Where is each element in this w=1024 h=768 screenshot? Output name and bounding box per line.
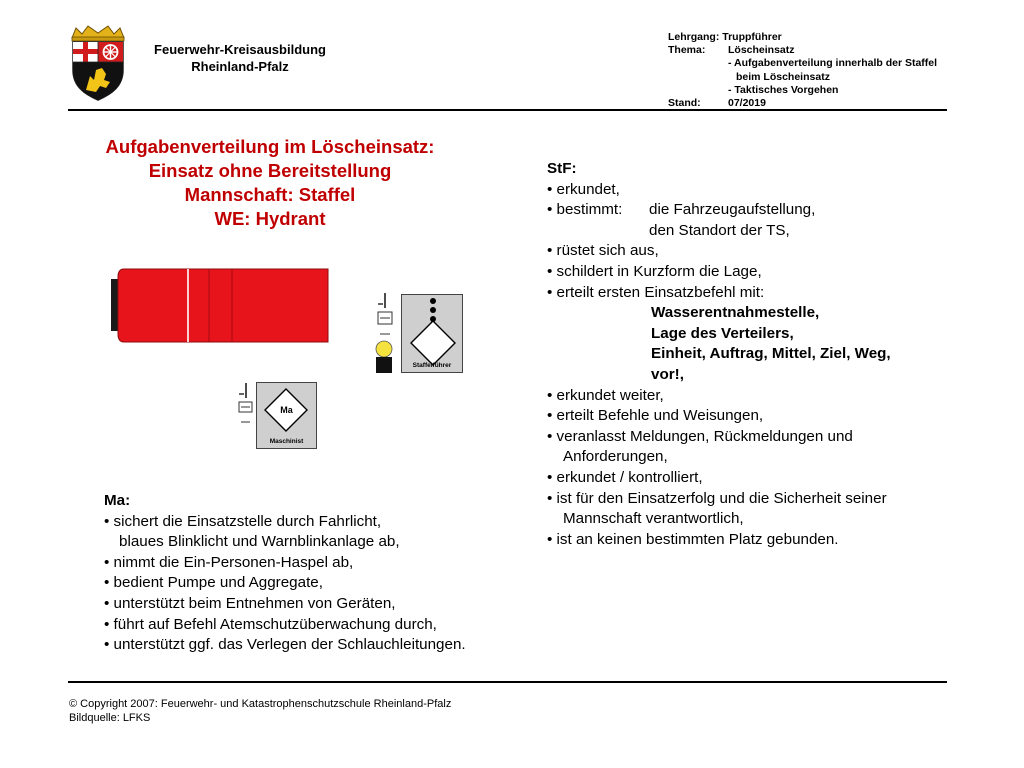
staffelfuehrer-label: Staffelführer [412,362,452,369]
topic-line-3: beim Löscheinsatz [736,70,830,83]
fire-truck-diagram [108,266,332,346]
stf-item-label: • bestimmt: [547,201,623,219]
ma-item: • führt auf Befehl Atemschutzüberwachung durch, [104,615,437,633]
stf-item: • schildert in Kurzform die Lage, [547,262,762,280]
stf-item: • ist an keinen bestimmten Platz gebunden. [547,530,839,548]
footer-divider [68,681,947,683]
title-line-3: Mannschaft: Staffel [184,184,356,205]
course-label: Lehrgang: Truppführer [668,31,782,43]
stf-item: • erteilt Befehle und Weisungen, [547,407,764,425]
topic-label: Thema: [668,44,706,57]
stf-heading: StF: [547,160,577,177]
staffelfuehrer-diamond-icon [402,295,462,372]
title-line-2: Einsatz ohne Bereitstellung [148,160,392,181]
maschinist-figure-icon [233,380,257,428]
topic-line-2: - Aufgabenverteilung innerhalb der Staffel [728,57,938,70]
org-name: Feuerwehr-Kreisausbildung [154,42,326,57]
stf-item: • erteilt ersten Einsatzbefehl mit: [547,283,765,301]
ma-item: • bedient Pumpe und Aggregate, [104,574,323,592]
stf-item: • erkundet / kontrolliert, [547,468,703,486]
topic-value: Löscheinsatz [728,44,795,57]
title-line-4: WE: Hydrant [214,208,326,229]
stf-item: • erkundet weiter, [547,386,664,404]
course-meta [668,31,968,110]
status-value: 07/2019 [728,97,766,110]
status-label: Stand: [668,97,701,110]
stf-item: die Fahrzeugaufstellung, [649,201,816,219]
ma-item: blaues Blinklicht und Warnblinkanlage ab, [119,533,400,551]
ma-heading: Ma: [104,492,131,509]
stf-order-item: Lage des Verteilers, [651,324,794,342]
stf-item: • veranlasst Meldungen, Rückmeldungen und [547,427,853,445]
org-region: Rheinland-Pfalz [191,59,289,74]
stf-task-list [547,159,977,550]
stf-item: • erkundet, [547,180,620,198]
coat-of-arms-logo [66,24,130,102]
stf-item: Mannschaft verantwortlich, [563,510,744,528]
title-line-1: Aufgabenverteilung im Löscheinsatz: [105,136,435,157]
ma-item: • unterstützt ggf. das Verlegen der Schlauchleitungen. [104,636,466,654]
maschinist-abbr: Ma [280,405,293,415]
stf-item: den Standort der TS, [649,221,790,239]
ma-item: • nimmt die Ein-Personen-Haspel ab, [104,553,354,571]
stf-item: • ist für den Einsatzerfolg und die Sicherheit seiner [547,489,887,507]
stf-order-item: Wasserentnahmestelle, [651,304,820,322]
stf-item: • rüstet sich aus, [547,242,659,260]
staffelfuehrer-figure-icon [370,290,398,376]
maschinist-label: Maschinist [269,438,304,445]
copyright-text: © Copyright 2007: Feuerwehr- und Katastrophenschutzschule Rheinland-Pfalz [69,698,452,710]
stf-item: Anforderungen, [563,448,668,466]
header-divider [68,109,947,111]
stf-order-item: vor!, [651,365,684,383]
stf-order-item: Einheit, Auftrag, Mittel, Ziel, Weg, [651,345,891,363]
ma-item: • unterstützt beim Entnehmen von Geräten, [104,594,396,612]
footer [69,697,769,725]
topic-line-4: - Taktisches Vorgehen [728,83,839,96]
image-source-text: Bildquelle: LFKS [69,712,151,724]
staffelfuehrer-symbol [401,294,463,373]
ma-task-list [104,491,524,656]
ma-item: • sichert die Einsatzstelle durch Fahrlicht, [104,512,382,530]
slide-title [60,135,480,231]
maschinist-symbol [256,382,317,449]
